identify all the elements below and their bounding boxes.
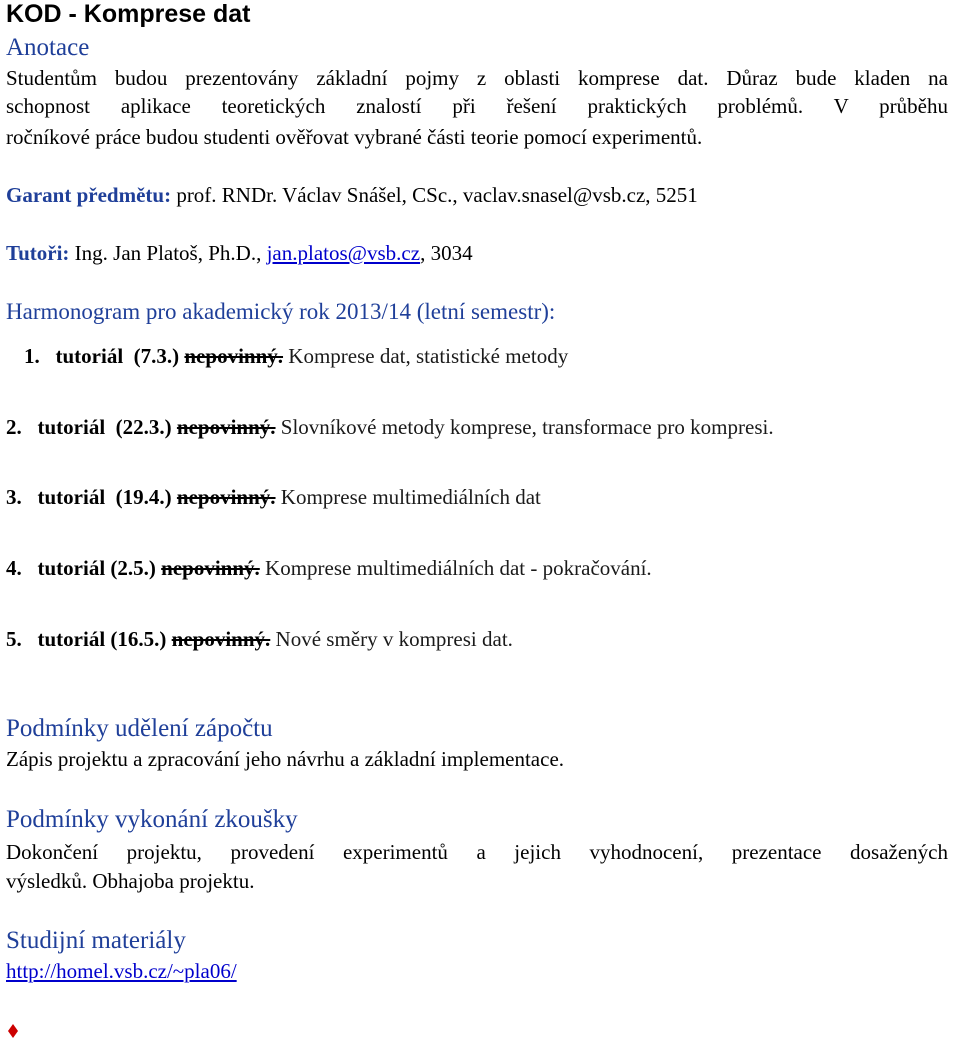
schedule-item-1: [24, 343, 568, 369]
schedule-item-status: nepovinný.: [184, 344, 284, 368]
schedule-item-desc: Nové směry v kompresi dat.: [275, 627, 513, 651]
guarantor-label: Garant předmětu:: [6, 183, 172, 207]
schedule-item-label: tutoriál: [37, 556, 106, 580]
guarantor-value: prof. RNDr. Václav Snášel, CSc., vaclav.snasel@vsb.cz, 5251: [176, 183, 698, 207]
schedule-item-date: (7.3.): [133, 344, 180, 368]
schedule-item-number: 5.: [6, 627, 22, 651]
schedule-item-desc: Komprese multimediálních dat: [280, 485, 541, 509]
schedule-item-status: nepovinný.: [161, 556, 260, 580]
exam-line-1: Dokončení projektu, provedení experimentů a jejich vyhodnocení, prezentace dosažených: [6, 840, 948, 864]
schedule-heading: Harmonogram pro akademický rok 2013/14 (letní semestr):: [6, 299, 556, 324]
tutors-name: Ing. Jan Platoš, Ph.D.,: [74, 241, 267, 265]
materials-heading: Studijní materiály: [6, 927, 186, 954]
schedule-item-desc: Komprese multimediálních dat - pokračování.: [265, 556, 652, 580]
schedule-item-2: [6, 414, 774, 440]
schedule-item-date: (19.4.): [115, 485, 172, 509]
materials-link-row: [6, 958, 237, 984]
schedule-item-number: 3.: [6, 485, 22, 509]
tutors-label: Tutoři:: [6, 241, 70, 265]
schedule-item-label: tutoriál: [37, 415, 106, 439]
schedule-item-5: [6, 626, 513, 652]
schedule-item-desc: Slovníkové metody komprese, transformace pro kompresi.: [280, 415, 774, 439]
exam-line-2: výsledků. Obhajoba projektu.: [6, 869, 255, 893]
schedule-item-label: tutoriál: [37, 485, 106, 509]
credit-heading: Podmínky udělení zápočtu: [6, 715, 273, 742]
schedule-item-status: nepovinný.: [171, 627, 271, 651]
guarantor-row: [6, 182, 698, 208]
tutor-email-link[interactable]: jan.platos@vsb.cz: [266, 241, 421, 265]
red-diamond-icon: [8, 1024, 18, 1038]
page-title: KOD - Komprese dat: [6, 0, 251, 28]
materials-link[interactable]: http://homel.vsb.cz/~pla06/: [6, 959, 237, 983]
annotation-line-2: schopnost aplikace teoretických znalostí při řešení praktických problémů. V průběhu: [6, 94, 948, 118]
schedule-item-number: 2.: [6, 415, 22, 439]
annotation-line-3: ročníkové práce budou studenti ověřovat vybrané části teorie pomocí experimentů.: [6, 125, 703, 149]
exam-heading: Podmínky vykonání zkoušky: [6, 806, 298, 833]
schedule-item-label: tutoriál: [37, 627, 106, 651]
schedule-item-status: nepovinný.: [176, 485, 276, 509]
schedule-item-number: 4.: [6, 556, 22, 580]
schedule-item-number: 1.: [24, 344, 40, 368]
annotation-line-1: Studentům budou prezentovány základní pojmy z oblasti komprese dat. Důraz bude kladen na: [6, 66, 948, 90]
annotation-heading: Anotace: [6, 34, 90, 61]
schedule-item-date: (2.5.): [110, 556, 156, 580]
credit-text: Zápis projektu a zpracování jeho návrhu a základní implementace.: [6, 747, 565, 771]
tutors-phone: , 3034: [420, 241, 473, 265]
schedule-item-date: (22.3.): [115, 415, 172, 439]
schedule-item-date: (16.5.): [110, 627, 167, 651]
tutors-row: [6, 240, 473, 266]
schedule-item-3: [6, 484, 541, 510]
schedule-item-desc: Komprese dat, statistické metody: [288, 344, 569, 368]
schedule-item-label: tutoriál: [55, 344, 124, 368]
schedule-item-status: nepovinný.: [176, 415, 276, 439]
schedule-item-4: [6, 555, 652, 581]
